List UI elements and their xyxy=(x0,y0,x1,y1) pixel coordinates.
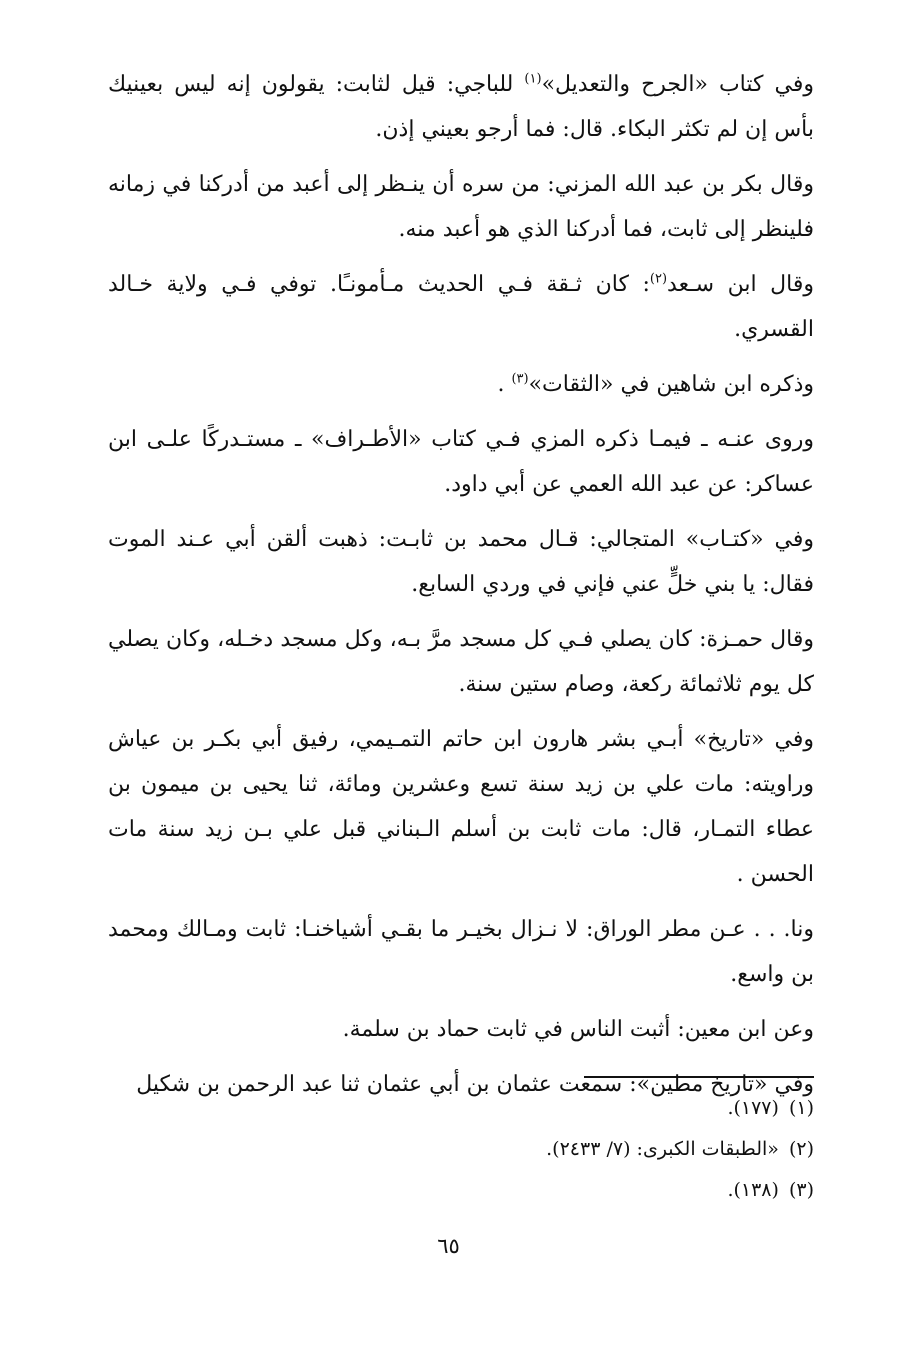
footnote-text: (١٧٧). xyxy=(727,1097,779,1119)
paragraph-7: وقال حمـزة: كان يصلي فـي كل مسجد مرَّ بـه، وكل مسجد دخـله، وكان يصلي كل يوم ثلاثمائة ركعة، وصام ستين سنة. xyxy=(108,627,814,697)
footnote-number: (٣) xyxy=(788,1179,814,1201)
footnote-number: (٢) xyxy=(788,1138,814,1160)
footnote-ref-3[interactable]: (٣) xyxy=(511,371,529,387)
footnote-text: (١٣٨). xyxy=(727,1179,779,1201)
footnote-ref-2[interactable]: (٢) xyxy=(649,271,668,287)
footnote-text: «الطبقات الكبرى: (٧/ ٢٤٣٣). xyxy=(546,1138,779,1160)
footnote-1 xyxy=(108,1090,814,1127)
paragraph-11: وفي «تاريخ مطين»: سمعت عثمان بن أبي عثمان ثنا عبد الرحمن بن شكيل xyxy=(136,1072,814,1097)
paragraph-1: وفي كتاب «الجرح والتعديل»$^{(١)}$ للباجي: قيل لثابت: يقولون إنه ليس بعينيك بأس إن لم تكثر البكاء. قال: فما أرجو بعيني إذن. xyxy=(108,71,814,142)
footnote-2 xyxy=(108,1131,814,1168)
footnote-ref-1[interactable]: (١) xyxy=(524,71,542,87)
paragraph-4: وذكره ابن شاهين في «الثقات»$^{(٣)}$ . xyxy=(497,371,814,397)
page-number: ٦٥ xyxy=(437,1234,460,1258)
main-text xyxy=(108,62,814,1117)
footnotes xyxy=(108,1090,814,1213)
paragraph-2: وقال بكر بن عبد الله المزني: من سره أن ينـظر إلى أعبد من أدركنا في زمانه فلينظر إلى ثابت، فما أدركنا الذي هو أعبد منه. xyxy=(108,172,815,242)
paragraph-10: وعن ابن معين: أثبت الناس في ثابت حماد بن سلمة. xyxy=(342,1017,814,1042)
footnote-separator xyxy=(584,1076,814,1078)
paragraph-9: ونا. . . عـن مطر الوراق: لا نـزال بخيـر ما بقـي أشياخنـا: ثابت ومـالك ومحمد بن واسع. xyxy=(108,917,814,987)
paragraph-8: وفي «تاريخ» أبـي بشر هارون ابن حاتم التمـيمي، رفيق أبي بكـر بن عياش وراويته: مات علي بن زيد سنة تسع وعشرين ومائة، ثنا يحيى بن ميمون بن عطاء التمـار، قال: مات ثابت بن أسلم الـبناني قبل علي بـن زيد سنة مات الحسن . xyxy=(108,727,814,887)
paragraph-5: وروى عنـه ـ فيمـا ذكره المزي فـي كتاب «الأطـراف» ـ مستـدركًا علـى ابن عساكر: عن عبد الله العمي عن أبي داود. xyxy=(108,427,814,497)
footnote-3 xyxy=(108,1172,814,1209)
paragraph-6: وفي «كتـاب» المتجالي: قـال محمد بن ثابـت: ذهبت ألقن أبي عـند الموت فقال: يا بني خلٍّ عني فإني في وردي السابع. xyxy=(108,527,814,597)
paragraph-3: وقال ابن سـعد$^{(٢)}$: كان ثـقة فـي الحديث مـأمونـًا. توفي فـي ولاية خـالد القسري. xyxy=(108,271,814,342)
footnote-number: (١) xyxy=(788,1097,814,1119)
